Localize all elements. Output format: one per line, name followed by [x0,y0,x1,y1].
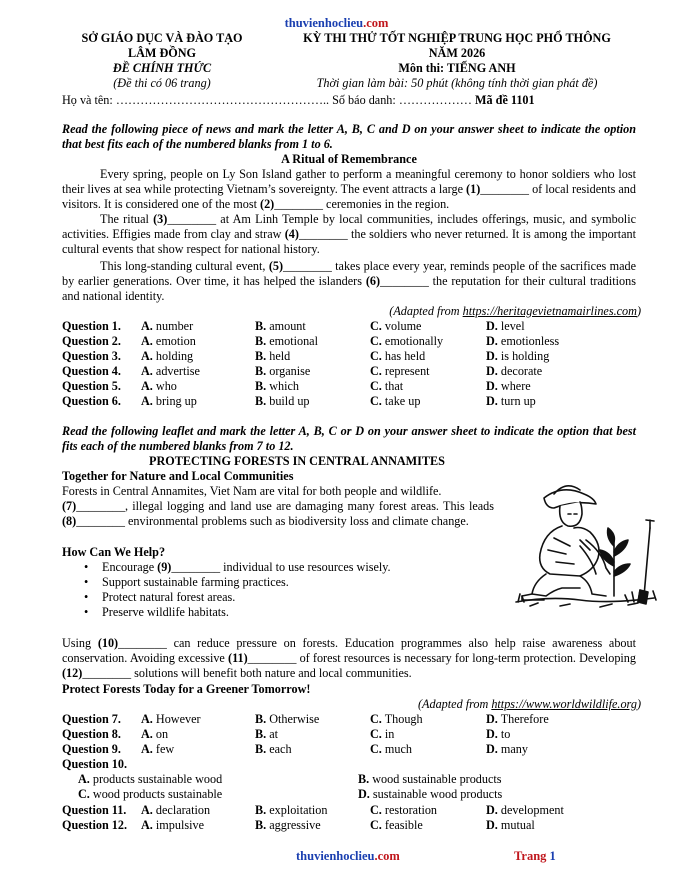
option-a: A. bring up [141,394,197,408]
list-item: • Encourage (9)________ individual to use resources wisely. [80,560,391,575]
list-item: • Protect natural forest areas. [80,590,391,605]
blank-8: (8) [62,514,77,528]
section2-title: PROTECTING FORESTS IN CENTRAL ANNAMITES [149,454,445,468]
section2-instruction: Read the following leaflet and mark the letter A, B, C or D on your answer sheet to indicate the option that best fits each of the numbered blanks from 7 to 12. [62,424,636,453]
option-d: D. where [486,379,531,393]
question-row-12: Question 12. A. impulsive B. aggressive C. feasible D. mutual [62,818,535,832]
question-row-10: Question 10. [62,757,128,771]
site-ext: .com [363,16,389,30]
option-a: A. emotion [141,334,196,348]
blank-9: (9) [157,560,172,574]
section2-paragraph: Using (10)________ can reduce pressure on forests. Education programmes also help raise awareness about conservation. Avoiding excessive (11)________ of forest resources is necessary for long-term protection. Developing (12)________ solutions will benefit both nature and local communities. [62,636,636,680]
option-b: B. which [255,379,300,393]
exam-title: KỲ THI THỬ TỐT NGHIỆP TRUNG HỌC PHỔ THÔNG [303,31,611,45]
exam-code: Mã đề 1101 [475,93,535,107]
blank-6: (6) [365,274,381,288]
blank-7: (7) [62,499,77,513]
option-a: A. who [141,379,177,393]
option-d: D. level [486,319,525,333]
source-link-2[interactable]: https://www.worldwildlife.org [491,697,637,711]
blank-5: (5) [268,259,284,273]
time-allowed: Thời gian làm bài: 50 phút (không tính thời gian phát đề) [316,76,598,90]
question-row-11: Question 11. A. declaration B. exploitation C. restoration D. development [62,803,564,817]
help-heading: How Can We Help? [62,545,166,559]
question-row-7: Question 7. A. However B. Otherwise C. Though D. Therefore [62,712,549,726]
question-row-1 [62,319,642,334]
province-name: LÂM ĐỒNG [127,46,197,60]
blank-1: (1) [466,182,481,196]
option-c: C. take up [370,394,421,408]
option-a: A. number [141,319,194,333]
question-row-5 [62,379,642,394]
header-left [62,31,262,91]
section1-title: A Ritual of Remembrance [281,152,417,166]
option-c: C. that [370,379,404,393]
option-a: A. holding [141,349,194,363]
option-b: B. held [255,349,291,363]
blank-3: (3) [153,212,168,226]
question-10-options-cd: C. wood products sustainable D. sustainable wood products [78,787,503,801]
page-number: 1 [549,849,556,863]
option-c: C. represent [370,364,430,378]
name-and-number-fields: Họ và tên: …………………………………………….. Số báo danh: ……………… [62,93,476,107]
question-label: Question 4. [62,364,121,378]
site-name: thuvienhoclieu [284,16,364,30]
list-item: • Preserve wildlife habitats. [80,605,391,620]
option-b: B. emotional [255,334,318,348]
option-c: C. has held [370,349,426,363]
candidate-line [62,93,535,108]
question-10-options-ab: A. products sustainable wood B. wood sustainable products [78,772,502,786]
subject: Môn thi: TIẾNG ANH [398,61,516,75]
question-row-9: Question 9. A. few B. each C. much D. many [62,742,528,756]
header-right [262,31,652,91]
blank-12: (12) [62,666,83,680]
question-row-8: Question 8. A. on B. at C. in D. to [62,727,511,741]
option-d: D. decorate [486,364,543,378]
blank-4: (4) [284,227,299,241]
help-list [80,560,391,620]
option-c: C. volume [370,319,422,333]
blank-11: (11) [228,651,248,665]
section2-source: (Adapted from https://www.worldwildlife.org) [417,697,641,711]
option-a: A. advertise [141,364,200,378]
option-d: D. turn up [486,394,536,408]
list-item: • Support sustainable farming practices. [80,575,391,590]
section1-paragraph-1: Every spring, people on Ly Son Island gather to perform a meaningful ceremony to honor soldiers who lost their lives at sea while protecting Vietnam’s sovereignty. The event attracts a large (1)________ of local residents and visitors. It is considered one of the most (2)________ ceremonies in the region. [62,167,636,211]
section1-paragraph-2: The ritual (3)________ at Am Linh Temple by local communities, includes offerings, music, and symbolic activities. Effigies made from clay and straw (4)________ the soldiers who never returned. It is among the important cultural events that show respect for national history. [62,212,637,256]
option-b: B. build up [255,394,310,408]
page-count-note: (Đề thi có 06 trang) [113,76,211,90]
question-row-3 [62,349,642,364]
leaflet-intro: Forests in Central Annamites, Viet Nam are vital for both people and wildlife. (7)________, illegal logging and land use are damaging many forest areas. This leads (8)________ environmental problems such as biodiversity loss and climate change. [62,484,494,528]
option-c: C. emotionally [370,334,444,348]
slogan: Protect Forests Today for a Greener Tomorrow! [62,682,311,696]
question-row-6 [62,394,642,409]
question-label: Question 1. [62,319,121,333]
official-label: ĐỀ CHÍNH THỨC [112,61,212,75]
site-watermark-top [0,16,673,31]
exam-year: NĂM 2026 [428,46,486,60]
department-name: SỞ GIÁO DỤC VÀ ĐÀO TẠO [81,31,243,45]
section2-subtitle: Together for Nature and Local Communities [62,469,294,483]
question-row-4 [62,364,642,379]
blank-10: (10) [97,636,119,650]
source-link-1[interactable]: https://heritagevietnamairlines.com [462,304,637,318]
question-label: Question 6. [62,394,121,408]
blank-2: (2) [260,197,275,211]
section1-source: (Adapted from https://heritagevietnamairlines.com) [389,304,641,318]
option-d: D. is holding [486,349,550,363]
site-watermark-bottom: thuvienhoclieu.com [296,849,400,863]
option-d: D. emotionless [486,334,560,348]
option-b: B. amount [255,319,306,333]
farmer-planting-icon [510,470,660,612]
question-label: Question 3. [62,349,121,363]
option-b: B. organise [255,364,311,378]
question-row-2 [62,334,642,349]
page-indicator: Trang 1 [514,849,556,863]
question-label: Question 5. [62,379,121,393]
section1-instruction: Read the following piece of news and mark the letter A, B, C and D on your answer sheet to indicate the option that best fits each of the numbered blanks from 1 to 6. [62,122,636,151]
question-label: Question 2. [62,334,121,348]
section1-paragraph-3: This long-standing cultural event, (5)________ takes place every year, reminds people of the sacrifices made by earlier generations. Over time, it has helped the islanders (6)________ the reputation for their cultural traditions and national identity. [62,259,636,303]
